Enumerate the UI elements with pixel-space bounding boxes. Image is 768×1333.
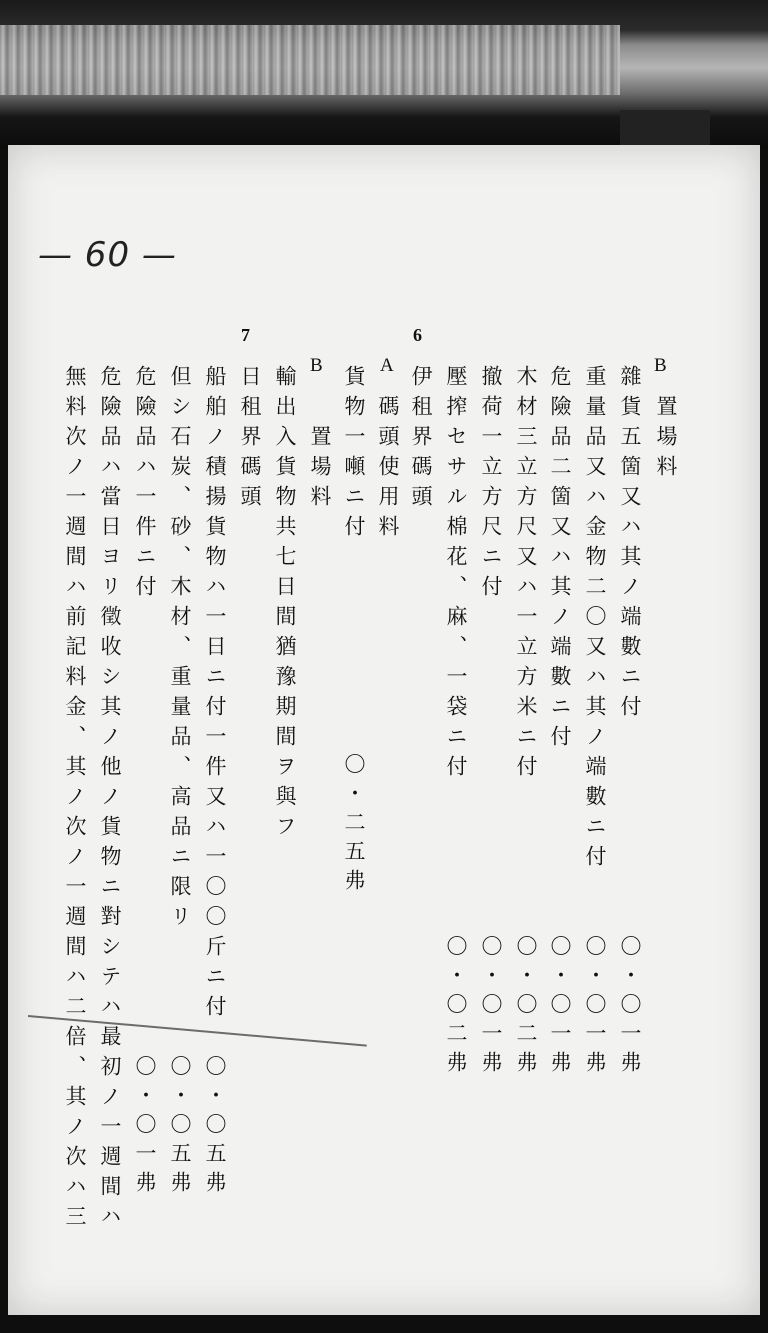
column-b-heading: 置場料: [654, 395, 678, 485]
column-line8: 輸出入貨物共七日間猶豫期間ヲ與フ: [273, 365, 297, 845]
column-line3: 危險品二箇又ハ其ノ端數ニ付: [548, 365, 572, 755]
page-number: — 60 —: [38, 235, 177, 275]
heading-a-wharf: A: [380, 355, 394, 376]
column-line7: 伊租界碼頭: [409, 365, 433, 515]
document-page: [8, 145, 760, 1315]
price-ship: 〇・〇五弗: [203, 1055, 227, 1200]
price-line4: 〇・〇二弗: [514, 935, 538, 1080]
heading-b-storage: B: [310, 355, 323, 376]
book-edge: [0, 0, 768, 150]
column-line5: 撤荷一立方尺ニ付: [479, 365, 503, 605]
column-line14: 無料次ノ一週間ハ前記料金、其ノ次ノ一週間ハ二倍、其ノ次ハ三: [63, 365, 87, 1235]
price-line3: 〇・〇一弗: [548, 935, 572, 1080]
book-spine: [620, 110, 710, 150]
section-number-6: 6: [413, 325, 422, 345]
section-number-7: 7: [241, 325, 250, 345]
price-line5: 〇・〇一弗: [479, 935, 503, 1080]
column-a-line: 貨物一噸ニ付: [342, 365, 366, 545]
column-a-heading: 碼頭使用料: [376, 395, 400, 545]
column-line11: 但シ石炭、砂、木材、重量品、高品ニ限リ: [168, 365, 192, 935]
column-b-storage: 置場料: [308, 425, 332, 515]
page-edge-strip: [0, 25, 620, 95]
column-line1: 雜貨五箇又ハ其ノ端數ニ付: [618, 365, 642, 725]
price-line6: 〇・〇二弗: [444, 935, 468, 1080]
column-line13: 危險品ハ當日ヨリ徵收シ其ノ他ノ貨物ニ對シテハ最初ノ一週間ハ: [98, 365, 122, 1235]
price-wharf: 〇・二五弗: [342, 753, 366, 898]
price-line2: 〇・〇一弗: [583, 935, 607, 1080]
column-line2: 重量品又ハ金物二〇又ハ其ノ端數ニ付: [583, 365, 607, 875]
column-line10: 船舶ノ積揚貨物ハ一日ニ付一件又ハ一〇〇斤ニ付: [203, 365, 227, 1025]
column-line9: 日租界碼頭: [238, 365, 262, 515]
price-line1: 〇・〇一弗: [618, 935, 642, 1080]
column-line12: 危險品ハ一件ニ付: [133, 365, 157, 605]
column-line4: 木材三立方尺又ハ一立方米ニ付: [514, 365, 538, 785]
price-coal: 〇・〇五弗: [168, 1055, 192, 1200]
column-line6: 壓搾セサル棉花、麻、一袋ニ付: [444, 365, 468, 785]
heading-b-main: B: [654, 355, 667, 376]
price-danger: 〇・〇一弗: [133, 1055, 157, 1200]
